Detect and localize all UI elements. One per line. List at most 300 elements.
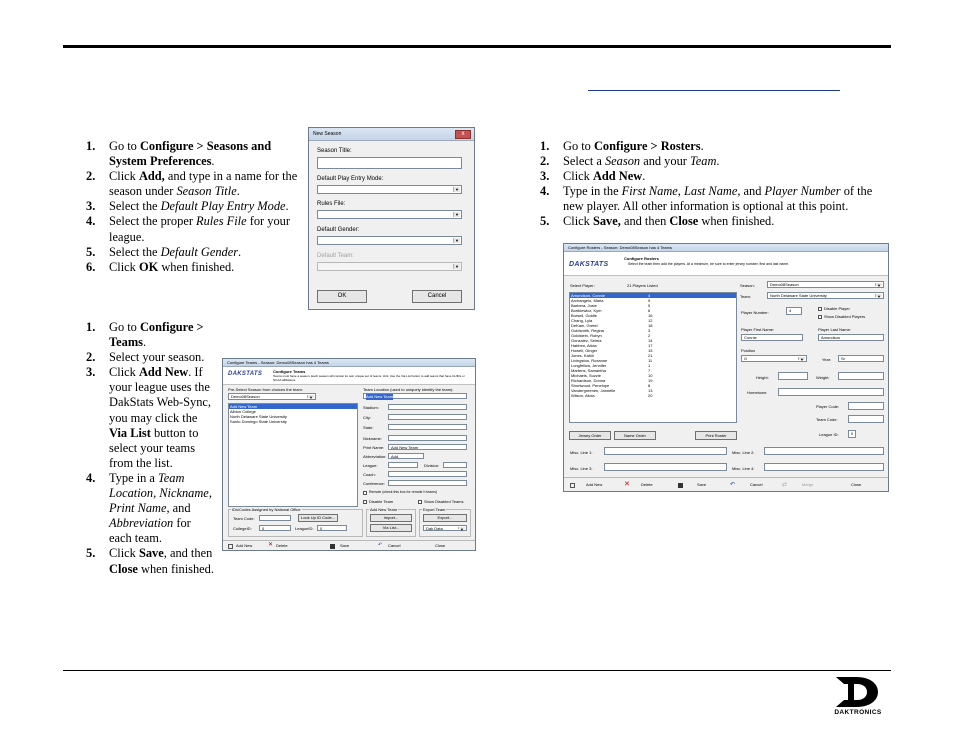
export-format-value: Dak Data xyxy=(426,526,443,531)
step-text: Select your season. xyxy=(109,350,205,365)
team-code-input[interactable] xyxy=(848,415,884,423)
season-step-1 xyxy=(86,139,298,169)
college-id-input[interactable] xyxy=(259,525,291,531)
chevron-down-icon: ▼ xyxy=(453,238,460,243)
export-format-select[interactable] xyxy=(423,525,467,531)
player-name: Jones, Kahili xyxy=(571,353,594,358)
step-text: when finished. xyxy=(698,214,775,229)
step-number: 3. xyxy=(540,169,550,184)
save-icon xyxy=(330,544,335,549)
player-number: 7 xyxy=(648,368,651,373)
cancel-button[interactable]: Cancel xyxy=(750,482,763,487)
hometown-label: Hometown: xyxy=(747,390,768,395)
team-step-1 xyxy=(86,320,214,350)
player-number: 1 xyxy=(648,363,651,368)
player-number: 4 xyxy=(648,293,651,298)
state-input[interactable] xyxy=(388,424,467,430)
add-new-button[interactable]: Add New xyxy=(236,543,253,548)
show-disabled-teams-checkbox[interactable] xyxy=(418,500,422,504)
step-text: Via List xyxy=(109,425,151,440)
step-text: . xyxy=(238,244,242,259)
step-text: Select a xyxy=(563,154,605,169)
step-text: Save, xyxy=(592,214,621,229)
year-label: Year: xyxy=(822,357,832,362)
step-text: Add New xyxy=(592,169,643,184)
player-name: Martens, Samantha xyxy=(571,368,606,373)
footer-rule xyxy=(63,670,891,671)
roster-step-3 xyxy=(540,169,890,184)
season-steps-list xyxy=(86,139,298,275)
player-name: Habben, Alicia xyxy=(571,343,597,348)
configure-teams-dialog xyxy=(222,358,476,551)
division-label: Division: xyxy=(424,463,440,468)
step-text: , xyxy=(153,486,160,501)
league-label: League: xyxy=(363,463,378,468)
team-label: Team: xyxy=(740,294,751,299)
step-text: Select the proper xyxy=(109,214,197,229)
new-season-titlebar xyxy=(309,128,474,141)
nickname-input[interactable] xyxy=(388,435,467,441)
weight-label: Weight: xyxy=(816,375,830,380)
step-number: 2. xyxy=(86,350,96,365)
season-title-label: Season Title: xyxy=(317,148,352,154)
save-button[interactable]: Save xyxy=(340,543,350,548)
player-name: Bursell, Goldie xyxy=(571,313,598,318)
new-season-dialog xyxy=(308,127,475,310)
players-list[interactable] xyxy=(569,292,737,423)
step-number: 4. xyxy=(540,184,550,199)
add-new-button[interactable]: Add New xyxy=(586,482,603,487)
player-name: Gonzalez, Selma xyxy=(571,338,602,343)
show-disabled-teams-label: Show Disabled Teams xyxy=(424,499,464,504)
team-select-value: North Delaware State University xyxy=(770,293,827,298)
player-number: 14 xyxy=(648,338,653,343)
player-number: 2 xyxy=(648,333,651,338)
step-number: 3. xyxy=(86,199,96,214)
conference-label: Conference: xyxy=(363,481,385,486)
step-number: 1. xyxy=(86,320,96,334)
default-team-label: Default Team: xyxy=(317,253,354,259)
season-title-input[interactable] xyxy=(317,157,462,169)
step-number: 1. xyxy=(86,139,96,153)
select-player-label: Select Player: xyxy=(570,283,595,288)
dialog-title: Configure Rosters - Season: Demo08Season has 4 Teams xyxy=(568,245,672,250)
delete-button[interactable]: Delete xyxy=(641,482,653,487)
player-name: Goldsmith, Regina xyxy=(571,328,604,333)
last-name-input[interactable] xyxy=(818,334,884,341)
misc-line-1-input[interactable] xyxy=(604,447,727,455)
step-text: , and then xyxy=(163,546,213,561)
roster-step-2 xyxy=(540,154,890,169)
player-name: Wilson, Alicia xyxy=(571,393,595,398)
player-number: 17 xyxy=(648,343,653,348)
step-text: Click xyxy=(109,259,139,274)
misc-line-3-input[interactable] xyxy=(604,463,727,471)
merge-icon: ⇄ xyxy=(782,482,788,488)
league-id-value: 0 xyxy=(320,526,323,531)
step-text: for your league. xyxy=(109,214,290,244)
season-step-4 xyxy=(86,214,298,244)
chevron-down-icon: ▼ xyxy=(453,187,460,192)
height-input[interactable] xyxy=(778,372,808,380)
player-number: 20 xyxy=(648,393,653,398)
team-list-item[interactable]: North Delaware State University xyxy=(230,414,287,419)
disable-team-label: Disable Team xyxy=(369,499,394,504)
player-count: 21 Players Listed xyxy=(627,283,658,288)
step-text: Configure > Rosters xyxy=(593,139,701,153)
step-text: . xyxy=(716,154,720,169)
player-number: 8 xyxy=(648,383,651,388)
rosters-subtext: Select the team then add the players. At a minimum, be sure to enter jersey number, first and last name. xyxy=(628,262,790,266)
dakstats-logo: DAKSTATS xyxy=(569,261,609,268)
season-select[interactable] xyxy=(767,281,884,288)
player-name: Amundson, Connie xyxy=(571,293,606,298)
step-text: Team Location xyxy=(109,470,185,501)
season-step-3 xyxy=(86,199,298,214)
player-number: 3 xyxy=(648,328,651,333)
conference-input[interactable] xyxy=(388,480,467,486)
hyperlink-underline[interactable] xyxy=(588,90,840,91)
undo-icon: ↶ xyxy=(378,542,383,548)
teams-toolbar xyxy=(223,540,476,551)
player-number: 11 xyxy=(648,358,653,363)
step-text: Select the xyxy=(109,244,161,259)
step-text: Rules File xyxy=(196,214,247,229)
step-text: Click xyxy=(109,546,139,561)
step-number: 5. xyxy=(540,214,550,229)
player-code-input[interactable] xyxy=(848,402,884,410)
delete-button[interactable]: Delete xyxy=(276,543,288,548)
player-name: Michaels, Suzzie xyxy=(571,373,602,378)
step-text: Save xyxy=(138,546,164,561)
division-input[interactable] xyxy=(443,462,467,468)
step-text: Player Number xyxy=(764,184,841,199)
disable-player-label: Disable Player xyxy=(824,306,850,311)
dakstats-logo: DAKSTATS xyxy=(228,371,263,377)
close-button[interactable]: Close xyxy=(851,482,862,487)
hometown-input[interactable] xyxy=(778,388,884,396)
year-value: Sr xyxy=(841,356,845,361)
state-label: State: xyxy=(363,425,374,430)
misc-line-3-label: Misc. Line 3: xyxy=(570,466,593,471)
college-id-label: CollegeID: xyxy=(233,526,252,531)
roster-step-5 xyxy=(540,214,890,229)
step-text: of the new player. All other information is optional at this point. xyxy=(563,184,873,214)
player-number: 5 xyxy=(648,303,651,308)
delete-icon: ✕ xyxy=(268,542,274,548)
player-number-value: 4 xyxy=(789,308,792,313)
first-name-label: Player First Name: xyxy=(741,327,775,332)
abbreviation-label: Abbreviation: xyxy=(363,454,387,459)
gender-select[interactable] xyxy=(317,236,462,245)
step-text: Configure > Teams xyxy=(109,320,204,350)
ids-group-label: IDs/Codes Assigned by National Office xyxy=(232,507,301,512)
step-text: Season Title xyxy=(176,184,237,199)
season-step-6 xyxy=(86,260,298,275)
step-number: 2. xyxy=(86,169,96,184)
chevron-down-icon: ▼ xyxy=(875,283,882,286)
league-id-label: League ID: xyxy=(819,432,839,437)
gender-label: Default Gender: xyxy=(317,227,360,233)
team-code-label: Team Code: xyxy=(816,417,838,422)
team-step-4 xyxy=(86,471,214,546)
teams-list[interactable] xyxy=(228,403,358,507)
player-number: 19 xyxy=(648,378,653,383)
stadium-input[interactable] xyxy=(388,404,467,410)
step-text: Go to xyxy=(563,139,594,153)
team-location-label: Team Location (used to uniquely identify the team): xyxy=(363,387,454,392)
team-list-item[interactable]: Albion College xyxy=(230,409,256,414)
player-number: 6 xyxy=(648,308,651,313)
position-value: G xyxy=(744,356,748,361)
step-text: , xyxy=(677,184,684,199)
step-number: 1. xyxy=(540,139,550,153)
player-code-label: Player Code: xyxy=(816,404,840,409)
misc-line-1-label: Misc. Line 1: xyxy=(570,450,593,455)
rosters-titlebar xyxy=(564,244,888,252)
step-text: . xyxy=(236,184,240,199)
close-icon[interactable]: x xyxy=(455,130,471,139)
position-select[interactable] xyxy=(741,355,807,362)
export-button[interactable]: Export... xyxy=(423,514,467,522)
player-name: Bortkiewicz, Kym xyxy=(571,308,602,313)
player-name: Chang, Lyla xyxy=(571,318,593,323)
step-text: for each team. xyxy=(109,516,191,546)
step-text: . If your league uses the DakStats Web-Sync, you may click the xyxy=(109,365,212,425)
add-new-icon xyxy=(228,544,233,549)
step-text: Click xyxy=(109,365,139,380)
player-number: 16 xyxy=(648,313,653,318)
team-code-input[interactable] xyxy=(259,515,291,521)
step-number: 5. xyxy=(86,546,96,561)
step-text: , and xyxy=(166,501,191,516)
default-team-select xyxy=(317,262,462,271)
rules-file-select[interactable] xyxy=(317,210,462,219)
undo-icon: ↶ xyxy=(730,482,736,488)
step-number: 4. xyxy=(86,214,96,229)
cancel-button[interactable]: Cancel xyxy=(388,543,401,548)
abbreviation-input[interactable] xyxy=(388,453,424,459)
season-label: Season: xyxy=(740,283,755,288)
step-text: . xyxy=(211,154,215,169)
step-text: Click xyxy=(563,169,593,184)
teams-subtext: Teams must have a season. Each season will contain its own unique set of teams. Hint: Use the Via List button to add teams that have GUIDs or NCAA affiliations. xyxy=(273,374,465,382)
team-location-input[interactable] xyxy=(363,393,467,399)
step-text: First Name xyxy=(621,184,678,199)
misc-line-4-input[interactable] xyxy=(764,463,884,471)
step-text: Default Gender xyxy=(160,244,239,259)
step-number: 6. xyxy=(86,259,96,274)
step-text: Team xyxy=(690,154,717,169)
step-text: Configure > Seasons and System Preferences xyxy=(109,139,272,169)
weight-input[interactable] xyxy=(838,372,884,380)
print-name-input[interactable] xyxy=(388,444,467,450)
step-text: OK xyxy=(138,259,159,274)
team-step-5 xyxy=(86,546,214,576)
import-button[interactable]: Import... xyxy=(370,514,412,522)
merge-button: Merge xyxy=(802,482,814,487)
league-id-input[interactable] xyxy=(848,430,856,438)
jersey-order-button[interactable]: Jersey Order xyxy=(569,431,611,440)
chevron-down-icon: ▼ xyxy=(798,357,805,360)
play-mode-select[interactable] xyxy=(317,185,462,194)
chevron-down-icon: ▼ xyxy=(453,212,460,217)
disable-player-checkbox[interactable] xyxy=(818,307,822,311)
league-id-label: LeagueID: xyxy=(295,526,314,531)
misc-line-2-label: Misc. Line 2: xyxy=(732,450,755,455)
step-text: and your xyxy=(640,154,690,169)
rosters-heading: Configure Rosters xyxy=(624,256,659,261)
daktronics-logo-icon xyxy=(834,676,880,708)
nickname-label: Nickname: xyxy=(363,436,382,441)
step-text: and type in a name for the season under xyxy=(109,169,298,199)
team-step-2 xyxy=(86,350,214,365)
step-text: Abbreviation xyxy=(109,516,174,531)
player-name: Howell, Ginger xyxy=(571,348,598,353)
dialog-title: New Season xyxy=(313,131,342,137)
remote-label: Remote (check this box for remote h teams) xyxy=(369,490,438,494)
chevron-down-icon: ▼ xyxy=(458,527,465,529)
step-number: 3. xyxy=(86,365,96,380)
step-number: 5. xyxy=(86,244,96,259)
team-list-item[interactable]: Santo Domingo State University xyxy=(230,419,287,424)
teams-titlebar xyxy=(223,359,475,367)
select-season-label: Pre-Select Season from choices the team: xyxy=(228,387,303,392)
add-new-team-group-label: Add New Team xyxy=(370,507,398,512)
player-name: Goldstein, Robyn xyxy=(571,333,602,338)
step-text: Default Play Entry Mode xyxy=(160,199,286,214)
player-list-item[interactable] xyxy=(570,393,736,398)
league-input[interactable] xyxy=(388,462,418,468)
city-input[interactable] xyxy=(388,414,467,420)
chevron-down-icon: ▼ xyxy=(307,395,314,398)
college-id-value: 0 xyxy=(262,526,265,531)
step-text: , xyxy=(208,486,212,501)
season-step-5 xyxy=(86,245,298,260)
chevron-down-icon: ▼ xyxy=(875,294,882,297)
first-name-value: Connie xyxy=(744,335,757,340)
teams-heading: Configure Teams xyxy=(273,369,306,374)
lookup-id-button[interactable]: Look Up ID Code... xyxy=(298,514,338,522)
ok-button[interactable]: OK xyxy=(317,290,367,303)
season-select[interactable] xyxy=(228,393,316,400)
player-name: Livingston, Roxanne xyxy=(571,358,608,363)
step-text: Nickname xyxy=(159,486,209,501)
team-list-item[interactable]: Add New Team xyxy=(229,404,357,409)
step-number: 2. xyxy=(540,154,550,169)
step-text: when finished. xyxy=(137,561,214,576)
remote-checkbox[interactable] xyxy=(363,491,367,495)
step-text: . xyxy=(142,335,147,350)
step-text: Close xyxy=(669,214,699,229)
disable-team-checkbox[interactable] xyxy=(363,500,367,504)
height-label: Height: xyxy=(756,375,769,380)
season-select-value: Demo08Season xyxy=(770,282,799,287)
step-text: Type in the xyxy=(563,184,622,199)
player-name: Shortwood, Penelope xyxy=(571,383,610,388)
step-text: . xyxy=(285,199,289,214)
cancel-button[interactable]: Cancel xyxy=(412,290,462,303)
step-text: . xyxy=(642,169,646,184)
player-number: 10 xyxy=(648,373,653,378)
via-list-button[interactable]: Via List... xyxy=(370,524,412,532)
step-number: 4. xyxy=(86,470,96,485)
position-label: Position xyxy=(741,348,756,353)
team-select[interactable] xyxy=(767,292,884,299)
team-location-value: Add New Team xyxy=(366,394,394,399)
header-rule xyxy=(63,45,891,48)
last-name-label: Player Last Name: xyxy=(818,327,851,332)
player-name: Richardson, Donna xyxy=(571,378,606,383)
step-text: Click xyxy=(563,214,593,229)
season-step-2 xyxy=(86,169,298,199)
step-text: and then xyxy=(620,214,670,229)
show-disabled-players-label: Show Disabled Players xyxy=(824,314,866,319)
roster-step-1 xyxy=(540,139,890,154)
league-id-input[interactable] xyxy=(317,525,347,531)
show-disabled-players-checkbox[interactable] xyxy=(818,315,822,319)
first-name-input[interactable] xyxy=(741,334,803,341)
player-name: Barbera, Josie xyxy=(571,303,597,308)
step-text: Go to xyxy=(109,139,140,153)
print-roster-button[interactable]: Print Roster xyxy=(695,431,737,440)
player-number: 21 xyxy=(648,353,653,358)
step-text: when finished. xyxy=(158,259,235,274)
team-step-3 xyxy=(86,365,214,471)
player-number: 18 xyxy=(648,323,653,328)
rules-file-label: Rules File: xyxy=(317,201,346,207)
step-text: Last Name xyxy=(683,184,738,199)
step-text: Select the xyxy=(109,199,161,214)
last-name-value: Amundson xyxy=(821,335,841,340)
step-text: , and xyxy=(737,184,765,199)
dialog-title: Configure Teams - Season: Demo08Season has 4 Teams xyxy=(227,360,329,365)
step-text: . xyxy=(700,139,704,153)
print-name-value: Add New Team xyxy=(391,445,419,450)
team-code-label: Team Code: xyxy=(233,516,255,521)
step-text: Add, xyxy=(138,169,165,184)
player-number: 15 xyxy=(648,348,653,353)
chevron-down-icon: ▼ xyxy=(453,264,460,269)
rosters-toolbar xyxy=(564,477,889,492)
stadium-label: Stadium: xyxy=(363,405,379,410)
player-name: DeKam, Gretel xyxy=(571,323,598,328)
player-name: Archangelo, Maria xyxy=(571,298,604,303)
player-number: 12 xyxy=(648,318,653,323)
name-order-button[interactable]: Name Order xyxy=(614,431,656,440)
step-text: Close xyxy=(109,561,138,576)
coach-input[interactable] xyxy=(388,471,467,477)
season-select-value: Demo08Season xyxy=(231,394,260,399)
misc-line-2-input[interactable] xyxy=(764,447,884,455)
ids-groupbox xyxy=(228,509,363,537)
player-number: 13 xyxy=(648,388,653,393)
close-button[interactable]: Close xyxy=(435,543,446,548)
delete-icon: ✕ xyxy=(624,481,630,488)
footer-brand: DAKTRONICS xyxy=(834,709,882,716)
year-input[interactable] xyxy=(838,355,884,362)
play-mode-label: Default Play Entry Mode: xyxy=(317,176,384,182)
step-text: Go to xyxy=(109,320,140,334)
coach-label: Coach: xyxy=(363,472,376,477)
add-new-icon xyxy=(570,483,575,488)
player-number-input[interactable] xyxy=(786,307,802,315)
save-button[interactable]: Save xyxy=(697,482,707,487)
league-id-value: 0 xyxy=(851,431,854,436)
player-name: Longfellow, Jennifer xyxy=(571,363,607,368)
city-label: City: xyxy=(363,415,371,420)
player-name: Vandergreenen, Jannelle xyxy=(571,388,616,393)
